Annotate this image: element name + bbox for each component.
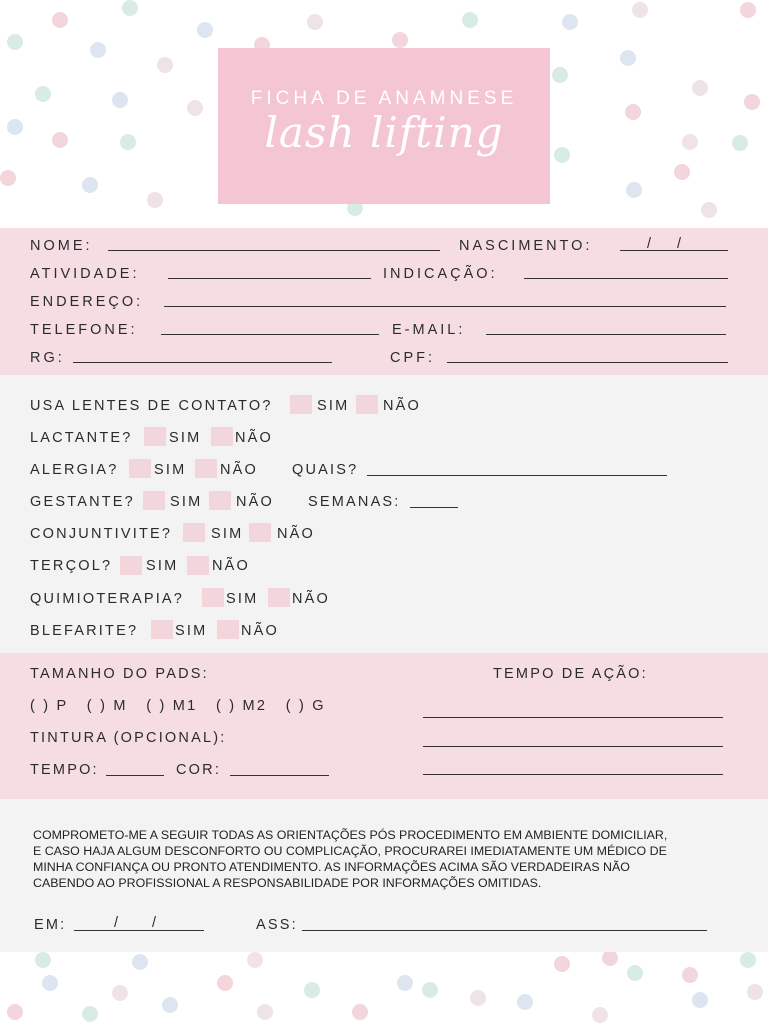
- nome-field[interactable]: [108, 250, 440, 251]
- pads-options[interactable]: ( ) P ( ) M ( ) M1 ( ) M2 ( ) G: [30, 698, 326, 714]
- tercol-question: TERÇOL?: [30, 558, 113, 574]
- lactante-nao-label: NÃO: [235, 430, 274, 446]
- quimioterapia-nao-label: NÃO: [292, 591, 331, 607]
- background-dot: [462, 12, 478, 28]
- background-dot: [692, 80, 708, 96]
- background-dot: [247, 952, 263, 968]
- background-dot: [422, 982, 438, 998]
- quais-field[interactable]: [367, 475, 667, 476]
- background-dot: [626, 182, 642, 198]
- quais-label: QUAIS?: [292, 462, 359, 478]
- tempo-label: TEMPO:: [30, 762, 99, 778]
- background-dot: [217, 975, 233, 991]
- tempo-acao-line-1[interactable]: [423, 717, 723, 718]
- background-dot: [112, 985, 128, 1001]
- tercol-nao-label: NÃO: [212, 558, 251, 574]
- form-title: FICHA DE ANAMNESE: [250, 88, 518, 109]
- background-dot: [392, 32, 408, 48]
- background-dot: [554, 956, 570, 972]
- lentes-sim-label: SIM: [317, 398, 350, 414]
- cor-field[interactable]: [230, 775, 329, 776]
- lactante-question: LACTANTE?: [30, 430, 133, 446]
- lactante-sim-label: SIM: [169, 430, 202, 446]
- consent-line: COMPROMETO-ME A SEGUIR TODAS AS ORIENTAÇÕES PÓS PROCEDIMENTO EM AMBIENTE DOMICILIAR,: [33, 828, 668, 842]
- conjuntivite-sim-checkbox[interactable]: [183, 523, 205, 542]
- background-dot: [632, 2, 648, 18]
- semanas-field[interactable]: [410, 507, 458, 508]
- blefarite-nao-checkbox[interactable]: [217, 620, 239, 639]
- background-dot: [701, 202, 717, 218]
- quimioterapia-sim-checkbox[interactable]: [202, 588, 224, 607]
- cpf-label: CPF:: [390, 350, 436, 366]
- background-dot: [35, 952, 51, 968]
- signature-field[interactable]: [302, 930, 707, 931]
- background-dot: [304, 982, 320, 998]
- lentes-nao-checkbox[interactable]: [356, 395, 378, 414]
- lentes-nao-label: NÃO: [383, 398, 422, 414]
- tempo-acao-line-3[interactable]: [423, 774, 723, 775]
- tercol-sim-label: SIM: [146, 558, 179, 574]
- lactante-nao-checkbox[interactable]: [211, 427, 233, 446]
- tercol-nao-checkbox[interactable]: [187, 556, 209, 575]
- endereco-field[interactable]: [164, 306, 726, 307]
- email-label: E-MAIL:: [392, 322, 466, 338]
- background-dot: [122, 0, 138, 16]
- tempo-acao-label: TEMPO DE AÇÃO:: [493, 666, 648, 682]
- quimioterapia-sim-label: SIM: [226, 591, 259, 607]
- background-dot: [470, 990, 486, 1006]
- gestante-nao-checkbox[interactable]: [209, 491, 231, 510]
- background-dot: [397, 975, 413, 991]
- background-dot: [112, 92, 128, 108]
- background-dot: [732, 135, 748, 151]
- background-dot: [7, 1004, 23, 1020]
- background-dot: [7, 119, 23, 135]
- nome-label: NOME:: [30, 238, 93, 254]
- gestante-sim-label: SIM: [170, 494, 203, 510]
- form-subtitle: lash lifting: [264, 108, 504, 157]
- tercol-sim-checkbox[interactable]: [120, 556, 142, 575]
- background-dot: [602, 950, 618, 966]
- background-dot: [562, 14, 578, 30]
- tempo-field[interactable]: [106, 775, 164, 776]
- background-dot: [82, 177, 98, 193]
- lentes-question: USA LENTES DE CONTATO?: [30, 398, 273, 414]
- endereco-label: ENDEREÇO:: [30, 294, 144, 310]
- consent-line: MINHA CONFIANÇA OU PRONTO ATENDIMENTO. AS INFORMAÇÕES ACIMA SÃO VERDADEIRAS NÃO: [33, 860, 630, 874]
- semanas-label: SEMANAS:: [308, 494, 401, 510]
- conjuntivite-nao-label: NÃO: [277, 526, 316, 542]
- background-dot: [120, 134, 136, 150]
- background-dot: [7, 34, 23, 50]
- background-dot: [682, 134, 698, 150]
- background-dot: [82, 1006, 98, 1022]
- background-dot: [352, 1004, 368, 1020]
- background-dot: [620, 50, 636, 66]
- background-dot: [187, 100, 203, 116]
- background-dot: [52, 12, 68, 28]
- background-dot: [592, 1007, 608, 1023]
- alergia-nao-checkbox[interactable]: [195, 459, 217, 478]
- blefarite-sim-checkbox[interactable]: [151, 620, 173, 639]
- background-dot: [674, 164, 690, 180]
- background-dot: [552, 67, 568, 83]
- background-dot: [307, 14, 323, 30]
- consent-line: CABENDO AO PROFISSIONAL A RESPONSABILIDADE POR INFORMAÇÕES OMITIDAS.: [33, 876, 542, 890]
- background-dot: [162, 997, 178, 1013]
- background-dot: [740, 2, 756, 18]
- conjuntivite-sim-label: SIM: [211, 526, 244, 542]
- rg-label: RG:: [30, 350, 65, 366]
- background-dot: [625, 104, 641, 120]
- ass-label: ASS:: [256, 917, 298, 933]
- title-banner: [218, 48, 550, 204]
- background-dot: [157, 57, 173, 73]
- conjuntivite-question: CONJUNTIVITE?: [30, 526, 173, 542]
- background-dot: [682, 967, 698, 983]
- tintura-label: TINTURA (OPCIONAL):: [30, 730, 227, 746]
- background-dot: [747, 984, 763, 1000]
- background-dot: [132, 954, 148, 970]
- background-dot: [627, 965, 643, 981]
- background-dot: [147, 192, 163, 208]
- background-dot: [554, 147, 570, 163]
- alergia-question: ALERGIA?: [30, 462, 119, 478]
- background-dot: [0, 170, 16, 186]
- tempo-acao-line-2[interactable]: [423, 746, 723, 747]
- background-dot: [90, 42, 106, 58]
- background-dot: [42, 975, 58, 991]
- gestante-question: GESTANTE?: [30, 494, 135, 510]
- atividade-field[interactable]: [168, 278, 371, 279]
- indicacao-field[interactable]: [524, 278, 728, 279]
- atividade-label: ATIVIDADE:: [30, 266, 140, 282]
- conjuntivite-nao-checkbox[interactable]: [249, 523, 271, 542]
- quimioterapia-nao-checkbox[interactable]: [268, 588, 290, 607]
- background-dot: [517, 994, 533, 1010]
- blefarite-question: BLEFARITE?: [30, 623, 139, 639]
- tamanho-pads-label: TAMANHO DO PADS:: [30, 666, 209, 682]
- alergia-sim-checkbox[interactable]: [129, 459, 151, 478]
- nascimento-label: NASCIMENTO:: [459, 238, 593, 254]
- nascimento-separators: / /: [647, 236, 682, 252]
- background-dot: [35, 86, 51, 102]
- background-dot: [744, 94, 760, 110]
- blefarite-nao-label: NÃO: [241, 623, 280, 639]
- alergia-sim-label: SIM: [154, 462, 187, 478]
- date-separators: / /: [114, 915, 157, 931]
- background-dot: [257, 1004, 273, 1020]
- cpf-field[interactable]: [447, 362, 728, 363]
- telefone-field[interactable]: [161, 334, 379, 335]
- consent-line: E CASO HAJA ALGUM DESCONFORTO OU COMPLICAÇÃO, PROCURAREI IMEDIATAMENTE UM MÉDICO DE: [33, 844, 667, 858]
- telefone-label: TELEFONE:: [30, 322, 138, 338]
- background-dot: [52, 132, 68, 148]
- cor-label: COR:: [176, 762, 222, 778]
- background-dot: [197, 22, 213, 38]
- background-dot: [692, 992, 708, 1008]
- consent-text: [33, 827, 743, 891]
- indicacao-label: INDICAÇÃO:: [383, 266, 498, 282]
- em-label: EM:: [34, 917, 67, 933]
- health-questions-section: [0, 375, 768, 653]
- rg-field[interactable]: [73, 362, 332, 363]
- gestante-nao-label: NÃO: [236, 494, 275, 510]
- email-field[interactable]: [486, 334, 726, 335]
- gestante-sim-checkbox[interactable]: [143, 491, 165, 510]
- blefarite-sim-label: SIM: [175, 623, 208, 639]
- background-dot: [740, 952, 756, 968]
- quimioterapia-question: QUIMIOTERAPIA?: [30, 591, 185, 607]
- alergia-nao-label: NÃO: [220, 462, 259, 478]
- lactante-sim-checkbox[interactable]: [144, 427, 166, 446]
- lentes-sim-checkbox[interactable]: [290, 395, 312, 414]
